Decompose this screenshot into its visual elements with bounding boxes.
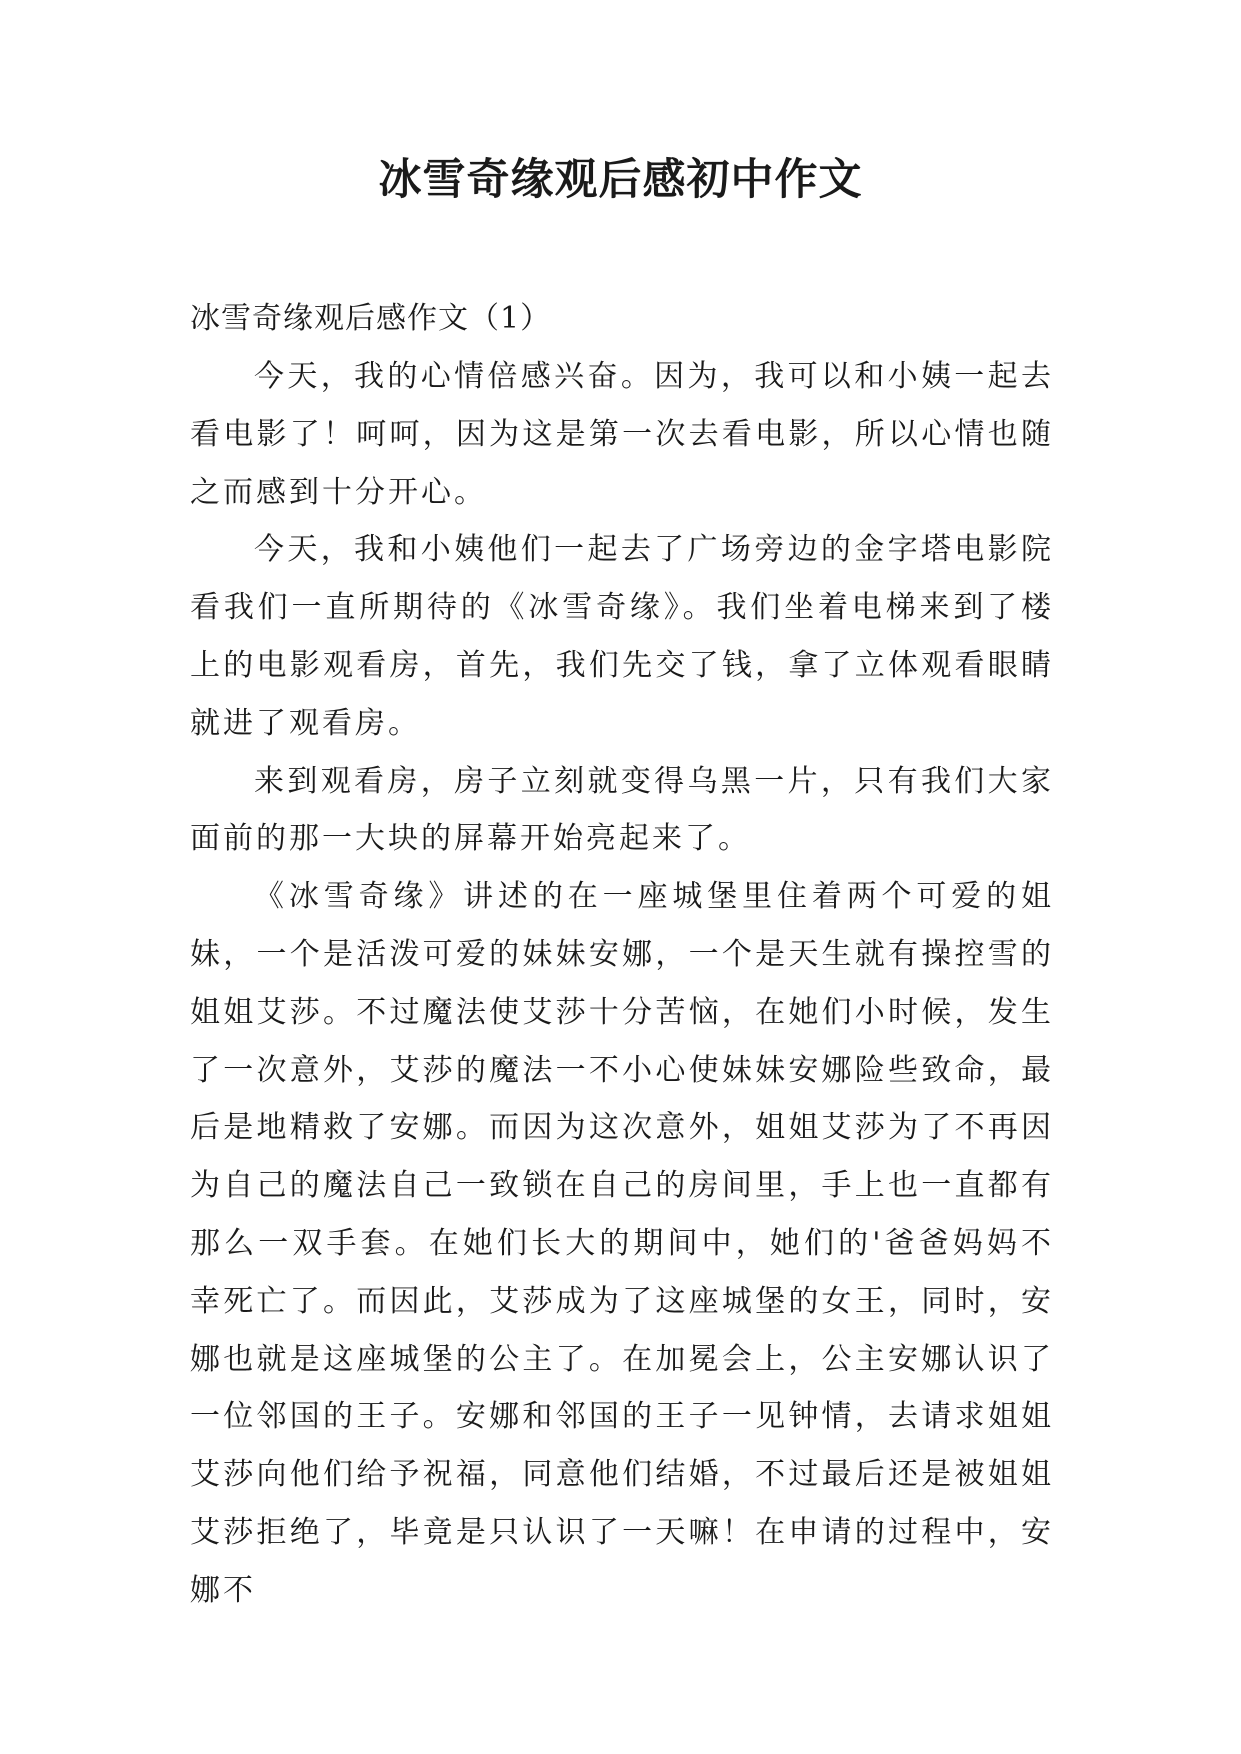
paragraph-4: 《冰雪奇缘》讲述的在一座城堡里住着两个可爱的姐妹，一个是活泼可爱的妹妹安娜，一个是天生就有操控雪的姐姐艾莎。不过魔法使艾莎十分苦恼，在她们小时候，发生了一次意外，艾莎的魔法一不小心使妹妹安娜险些致命，最后是地精救了安娜。而因为这次意外，姐姐艾莎为了不再因为自己的魔法自己一致锁在自己的房间里，手上也一直都有那么一双手套。在她们长大的期间中，她们的'爸爸妈妈不幸死亡了。而因此，艾莎成为了这座城堡的女王，同时，安娜也就是这座城堡的公主了。在加冕会上，公主安娜认识了一位邻国的王子。安娜和邻国的王子一见钟情，去请求姐姐艾莎向他们给予祝福，同意他们结婚，不过最后还是被姐姐艾莎拒绝了，毕竟是只认识了一天嘛！在申请的过程中，安娜不 xyxy=(190,879,1054,1608)
paragraph-3: 来到观看房，房子立刻就变得乌黑一片，只有我们大家面前的那一大块的屏幕开始亮起来了。 xyxy=(190,763,1054,857)
section-heading: 冰雪奇缘观后感作文（1） xyxy=(190,301,552,336)
document-title: 冰雪奇缘观后感初中作文 xyxy=(378,155,863,205)
paragraph-2: 今天，我和小姨他们一起去了广场旁边的金字塔电影院看我们一直所期待的《冰雪奇缘》。我们坐着电梯来到了楼上的电影观看房，首先，我们先交了钱，拿了立体观看眼睛就进了观看房。 xyxy=(190,532,1054,741)
document-body xyxy=(190,290,1054,1620)
paragraph-1: 今天，我的心情倍感兴奋。因为，我可以和小姨一起去看电影了！呵呵，因为这是第一次去看电影，所以心情也随之而感到十分开心。 xyxy=(190,359,1054,510)
